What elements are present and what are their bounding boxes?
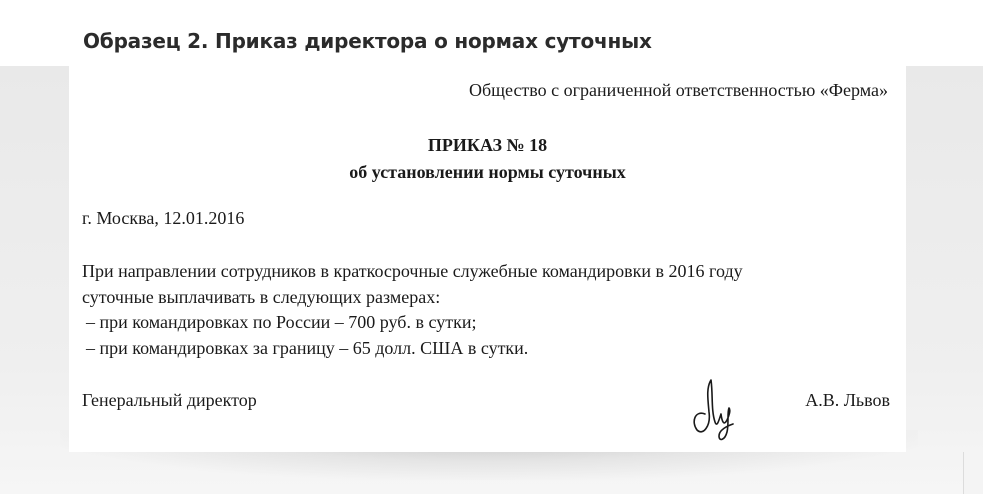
- handwritten-signature: [689, 370, 741, 442]
- order-number: ПРИКАЗ № 18: [427, 135, 548, 155]
- organization-name: Общество с ограниченной ответственностью «Ферма»: [468, 80, 888, 100]
- order-heading: [69, 132, 906, 186]
- body-line: При направлении сотрудников в краткосрочные служебные командировки в 2016 году: [82, 261, 743, 281]
- bullet-item: – при командировках по России – 700 руб. в сутки;: [86, 312, 477, 332]
- order-body: [82, 259, 897, 361]
- sample-caption: Образец 2. Приказ директора о нормах суточных: [83, 29, 652, 53]
- body-line: суточные выплачивать в следующих размерах:: [82, 286, 441, 307]
- bullet-item: – при командировках за границу – 65 долл. США в сутки.: [86, 337, 529, 358]
- order-subject: об установлении нормы суточных: [349, 162, 626, 182]
- place-and-date: г. Москва, 12.01.2016: [82, 208, 245, 228]
- signatory-position: Генеральный директор: [82, 390, 257, 410]
- adjacent-page-edge: [963, 452, 983, 494]
- order-document: [69, 66, 906, 452]
- signatory-name: А.В. Львов: [805, 390, 890, 410]
